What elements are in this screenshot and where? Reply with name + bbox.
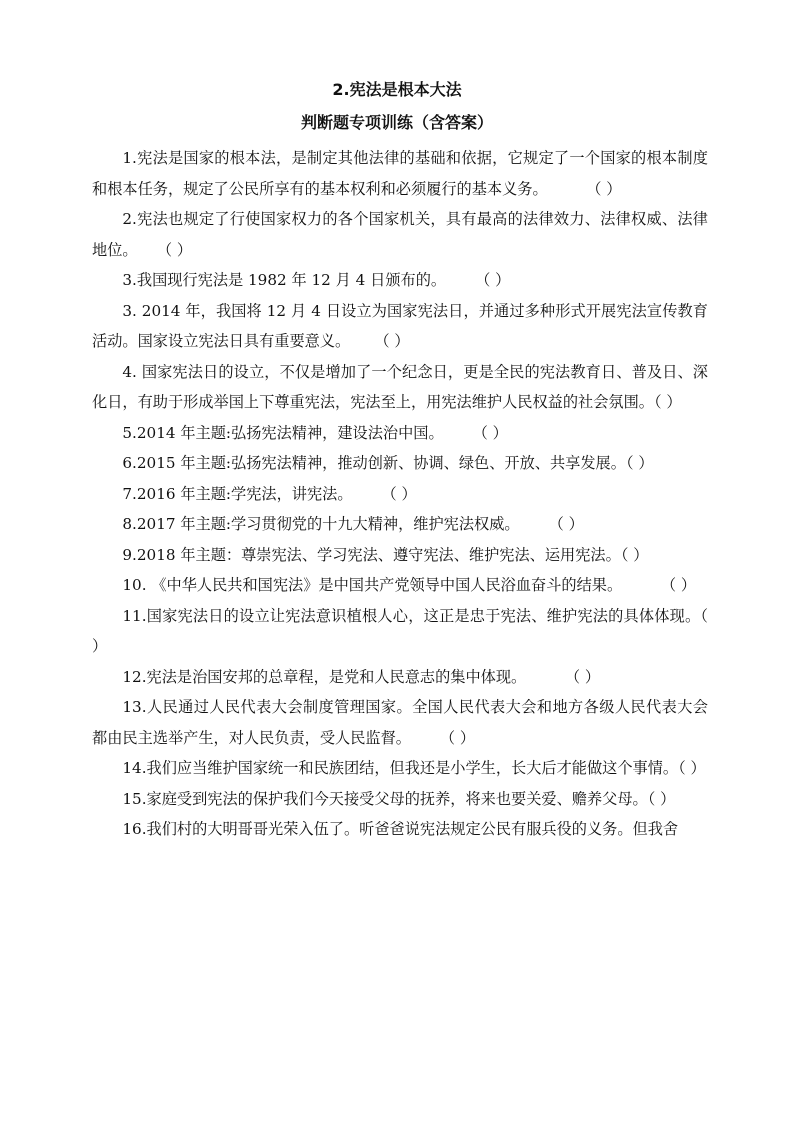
question-text: 11.国家宪法日的设立让宪法意识植根人心，这正是忠于宪法、维护宪法的具体体现。 bbox=[122, 606, 701, 625]
answer-blank: （ ） bbox=[548, 515, 584, 533]
question-text: 9.2018 年主题：尊崇宪法、学习宪法、遵守宪法、维护宪法、运用宪法。 bbox=[122, 545, 621, 564]
question-text: 3. 2014 年，我国将 12 月 4 日设立为国家宪法日，并通过多种形式开展宪法宣传教育活动。国家设立宪法日具有重要意义。 bbox=[92, 301, 708, 350]
document-subtitle: 判断题专项训练（含答案） bbox=[300, 113, 493, 132]
answer-blank: （ ） bbox=[653, 393, 682, 411]
question-text: 10. 《中华人民共和国宪法》是中国共产党领导中国人民浴血奋斗的结果。 bbox=[122, 576, 623, 594]
question-text: 5.2014 年主题:弘扬宪法精神，建设法治中国。 bbox=[122, 423, 444, 442]
answer-blank: （ ） bbox=[381, 484, 417, 503]
question-text: 7.2016 年主题:学宪法，讲宪法。 bbox=[122, 484, 353, 503]
question-item bbox=[92, 753, 708, 784]
answer-blank: （ ） bbox=[472, 423, 508, 442]
question-text: 4. 国家宪法日的设立，不仅是增加了一个纪念日，更是全民的宪法教育日、普及日、深化日，有助于形成举国上下尊重宪法，宪法至上，用宪法维护人民权益的社会氛围。 bbox=[92, 362, 708, 411]
question-item bbox=[92, 662, 708, 693]
question-text: 3.我国现行宪法是 1982 年 12 月 4 日颁布的。 bbox=[122, 271, 447, 289]
question-text: 6.2015 年主题:弘扬宪法精神，推动创新、协调、绿色、开放、共享发展。 bbox=[122, 454, 626, 472]
question-item bbox=[92, 692, 708, 753]
question-item bbox=[92, 143, 708, 204]
question-item bbox=[92, 204, 708, 265]
answer-blank: （ ） bbox=[586, 179, 622, 198]
question-list bbox=[92, 143, 708, 845]
question-text: 13.人民通过人民代表大会制度管理国家。全国人民代表大会和地方各级人民代表大会都由民主选举产生，对人民负责，受人民监督。 bbox=[92, 698, 708, 747]
question-item bbox=[92, 265, 708, 296]
answer-blank: （ ） bbox=[439, 728, 476, 747]
question-item bbox=[92, 448, 708, 479]
question-item bbox=[92, 784, 708, 815]
question-text: 16.我们村的大明哥哥光荣入伍了。听爸爸说宪法规定公民有服兵役的义务。但我舍 bbox=[122, 820, 679, 838]
question-item bbox=[92, 570, 708, 601]
answer-blank: （ ） bbox=[625, 454, 654, 472]
question-text: 14.我们应当维护国家统一和民族团结，但我还是小学生，长大后才能做这个事情。 bbox=[122, 759, 679, 777]
question-item bbox=[92, 540, 708, 571]
question-text: 12.宪法是治国安邦的总章程，是党和人民意志的集中体现。 bbox=[122, 667, 527, 686]
document-title: 2.宪法是根本大法 bbox=[332, 80, 462, 99]
question-item bbox=[92, 814, 708, 845]
answer-blank: （ ） bbox=[374, 332, 410, 350]
question-text: 8.2017 年主题:学习贯彻党的十九大精神，维护宪法权威。 bbox=[122, 515, 520, 533]
question-item bbox=[92, 479, 708, 510]
question-item bbox=[92, 601, 708, 662]
question-item bbox=[92, 418, 708, 449]
question-text: 1.宪法是国家的根本法，是制定其他法律的基础和依据，它规定了一个国家的根本制度和根本任务，规定了公民所享有的基本权利和必须履行的基本义务。 bbox=[92, 149, 708, 198]
question-item bbox=[92, 296, 708, 357]
question-text: 2.宪法也规定了行使国家权力的各个国家机关，具有最高的法律效力、法律权威、法律地位。 bbox=[92, 210, 708, 259]
answer-blank: （ ） bbox=[475, 271, 511, 289]
answer-blank: （ ） bbox=[156, 240, 193, 259]
question-item bbox=[92, 509, 708, 540]
answer-blank: （ ） bbox=[620, 545, 649, 564]
question-item bbox=[92, 357, 708, 418]
answer-blank: （ ） bbox=[678, 759, 706, 777]
question-text: 15.家庭受到宪法的保护我们今天接受父母的抚养，将来也要关爱、赡养父母。 bbox=[122, 789, 648, 808]
answer-blank: （ ） bbox=[647, 789, 676, 808]
answer-blank: （ ） bbox=[564, 667, 601, 686]
answer-blank: （ ） bbox=[660, 576, 697, 594]
answer-blank: （ ） bbox=[92, 606, 708, 655]
